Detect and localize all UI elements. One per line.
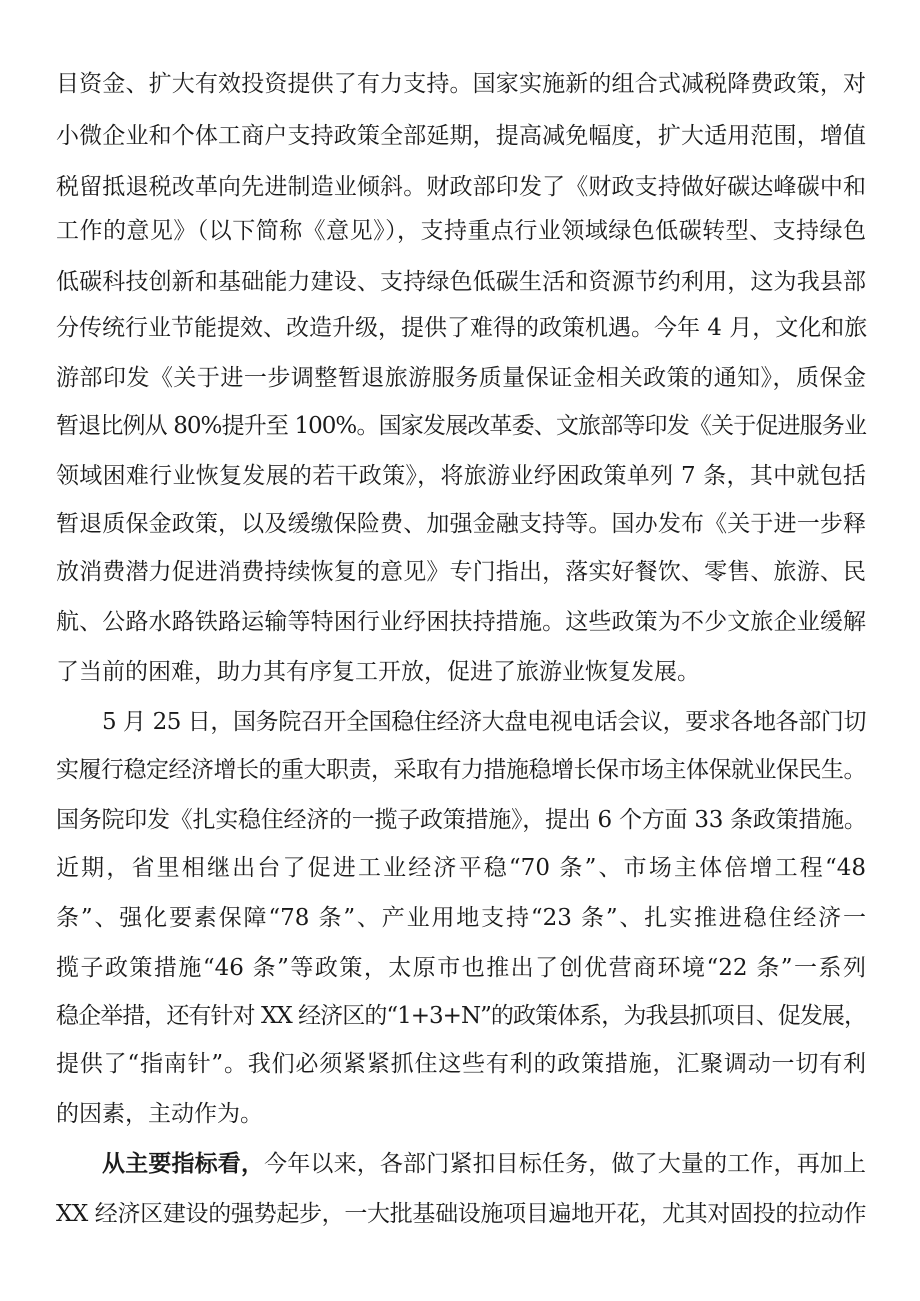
text-line: 低碳科技创新和基础能力建设、支持绿色低碳生活和资源节约利用，这为我县部 — [56, 269, 866, 295]
text-line: 放消费潜力促进消费持续恢复的意见》专门指出，落实好餐饮、零售、旅游、民 — [56, 559, 866, 585]
text-line: 税留抵退税改革向先进制造业倾斜。财政部印发了《财政支持做好碳达峰碳中和 — [56, 174, 866, 200]
text-line: 揽子政策措施“46 条”等政策，太原市也推出了创优营商环境“22 条”一系列 — [56, 955, 866, 981]
text-line: 航、公路水路铁路运输等特困行业纾困扶持措施。这些政策为不少文旅企业缓解 — [56, 609, 866, 635]
text-line: 实履行稳定经济增长的重大职责，采取有力措施稳增长保市场主体保就业保民生。 — [56, 757, 866, 783]
text-span: 今年以来，各部门紧扣目标任务，做了大量的工作，再加上 — [264, 1151, 866, 1177]
text-line: 游部印发《关于进一步调整暂退旅游服务质量保证金相关政策的通知》，质保金 — [56, 365, 866, 391]
text-line: 暂退质保金政策，以及缓缴保险费、加强金融支持等。国办发布《关于进一步释 — [56, 511, 866, 537]
text-line: 领域困难行业恢复发展的若干政策》，将旅游业纾困政策单列 7 条，其中就包括 — [56, 463, 866, 489]
text-line: 暂退比例从 80%提升至 100%。国家发展改革委、文旅部等印发《关于促进服务业 — [56, 413, 866, 439]
text-line: 工作的意见》（以下简称《意见》），支持重点行业领域绿色低碳转型、支持绿色 — [56, 218, 866, 244]
text-line: 了当前的困难，助力其有序复工开放，促进了旅游业恢复发展。 — [56, 659, 700, 685]
text-line — [102, 1142, 866, 1186]
text-line: 近期，省里相继出台了促进工业经济平稳“70 条”、市场主体倍增工程“48 — [56, 855, 866, 881]
text-line: 稳企举措，还有针对 XX 经济区的“1+3+N”的政策体系，为我县抓项目、促发展， — [56, 1003, 866, 1029]
text-line: 小微企业和个体工商户支持政策全部延期，提高减免幅度，扩大适用范围，增值 — [56, 123, 866, 149]
text-line: 条”、强化要素保障“78 条”、产业用地支持“23 条”、扎实推进稳住经济一 — [56, 905, 866, 931]
text-line: XX 经济区建设的强势起步，一大批基础设施项目遍地开花，尤其对固投的拉动作 — [56, 1201, 866, 1227]
text-line: 分传统行业节能提效、改造升级，提供了难得的政策机遇。今年 4 月，文化和旅 — [56, 315, 868, 341]
text-line: 的因素，主动作为。 — [56, 1101, 263, 1127]
text-line: 提供了“指南针”。我们必须紧紧抓住这些有利的政策措施，汇聚调动一切有利 — [56, 1051, 866, 1077]
text-line: 目资金、扩大有效投资提供了有力支持。国家实施新的组合式减税降费政策，对 — [56, 71, 866, 97]
bold-lead-phrase: 从主要指标看， — [102, 1150, 265, 1177]
text-line: 5 月 25 日，国务院召开全国稳住经济大盘电视电话会议，要求各地各部门切 — [102, 709, 866, 735]
text-line: 国务院印发《扎实稳住经济的一揽子政策措施》，提出 6 个方面 33 条政策措施。 — [56, 807, 867, 833]
